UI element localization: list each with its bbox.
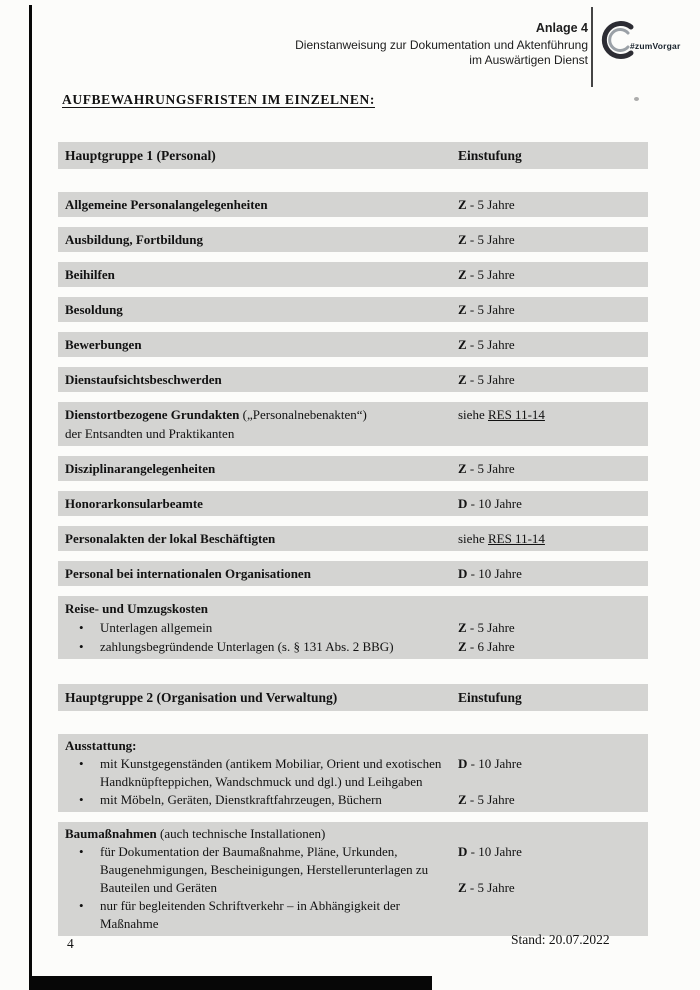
row-value-line — [458, 618, 648, 637]
row-title-bold: Baumaßnahmen — [65, 826, 157, 841]
crescent-logo-icon — [599, 20, 639, 60]
row-value — [458, 494, 648, 513]
value-rest: - 5 Jahre — [466, 880, 515, 895]
row-value — [458, 335, 648, 354]
row-title — [58, 825, 458, 933]
scan-speck — [634, 97, 639, 101]
row-value — [458, 405, 648, 443]
table-row — [58, 822, 648, 936]
row-title-bold: Reise- und Umzugskosten — [65, 601, 209, 616]
annex-label: Anlage 4 — [535, 21, 588, 35]
table-group-title: Hauptgruppe 1 (Personal) — [65, 148, 216, 163]
list-item — [65, 637, 458, 656]
scan-edge-right — [591, 7, 593, 87]
table-row — [58, 456, 648, 481]
table-group-title: Hauptgruppe 2 (Organisation und Verwaltung) — [65, 690, 338, 705]
row-value — [458, 265, 648, 284]
row-title — [58, 737, 458, 809]
list-item — [65, 755, 458, 791]
row-title: Dienstaufsichtsbeschwerden — [65, 372, 222, 387]
value-key: Z — [458, 880, 467, 895]
row-title: Honorarkonsularbeamte — [65, 496, 203, 511]
value-rest: - 10 Jahre — [467, 756, 522, 771]
bullet-text: für Dokumentation der Baumaßnahme, Pläne, Urkunden, Baugenehmigungen, Bescheinigungen, Herstellerunterlagen zu Bauteilen und Geräten — [100, 844, 429, 895]
table-row — [58, 227, 648, 252]
doc-subtitle-line1: Dienstanweisung zur Dokumentation und Aktenführung — [295, 38, 588, 52]
value-key: Z — [458, 337, 467, 352]
row-value — [458, 737, 648, 809]
row-title-normal: (auch technische Installationen) — [156, 826, 326, 841]
row-title: Personalakten der lokal Beschäftigten — [65, 531, 276, 546]
list-item — [65, 897, 458, 933]
doc-subtitle-line2: im Auswärtigen Dienst — [469, 53, 588, 67]
table-row — [58, 526, 648, 551]
bullet-text: mit Möbeln, Geräten, Dienstkraftfahrzeugen, Büchern — [100, 792, 382, 807]
value-reference: RES 11-14 — [487, 531, 545, 546]
value-key: Z — [458, 620, 467, 635]
row-value — [458, 564, 648, 583]
value-rest: - 5 Jahre — [466, 197, 515, 212]
table-row — [58, 561, 648, 586]
value-pre: siehe — [458, 407, 488, 422]
row-value — [458, 195, 648, 214]
list-item — [65, 791, 458, 809]
bullet-text: zahlungsbegründende Unterlagen (s. § 131 Abs. 2 BBG) — [100, 639, 394, 654]
row-value — [458, 459, 648, 478]
table-row — [58, 596, 648, 659]
bullet-icon: • — [79, 620, 84, 635]
row-value — [458, 529, 648, 548]
value-key: Z — [458, 639, 467, 654]
row-title: Disziplinarangelegenheiten — [65, 461, 216, 476]
table-row — [58, 491, 648, 516]
bullet-icon: • — [79, 898, 84, 913]
list-item — [65, 618, 458, 637]
value-key: Z — [458, 197, 467, 212]
value-key: D — [458, 566, 468, 581]
row-value-line — [458, 843, 648, 861]
value-key: Z — [458, 302, 467, 317]
table-hauptgruppe-2 — [58, 684, 648, 946]
table-row — [58, 297, 648, 322]
document-header — [100, 21, 588, 68]
row-value-line — [458, 879, 648, 897]
row-value-line — [458, 791, 648, 809]
row-value — [458, 300, 648, 319]
page-number: 4 — [67, 936, 74, 951]
value-key: Z — [458, 372, 467, 387]
page-title: AUFBEWAHRUNGSFRISTEN IM EINZELNEN: — [62, 92, 375, 107]
value-key: Z — [458, 461, 467, 476]
row-value-line — [458, 755, 648, 773]
row-title-normal: („Personalnebenakten“) — [239, 407, 367, 422]
value-reference: RES 11-14 — [487, 407, 545, 422]
value-rest: - 10 Jahre — [467, 566, 522, 581]
value-key: D — [458, 756, 468, 771]
row-title: Bewerbungen — [65, 337, 142, 352]
bullet-text: nur für begleitenden Schriftverkehr – in Abhängigkeit der Maßnahme — [100, 898, 400, 931]
value-key: Z — [458, 232, 467, 247]
value-pre: siehe — [458, 531, 488, 546]
bullet-icon: • — [79, 756, 84, 771]
table-row — [58, 332, 648, 357]
scan-edge-bottom — [29, 976, 432, 990]
bullet-icon: • — [79, 792, 84, 807]
table-classification-header: Einstufung — [458, 148, 522, 163]
row-title: Besoldung — [65, 302, 123, 317]
row-title-bold: Ausstattung: — [65, 738, 137, 753]
value-rest: - 5 Jahre — [466, 267, 515, 282]
value-key: Z — [458, 267, 467, 282]
value-key: D — [458, 844, 468, 859]
value-rest: - 6 Jahre — [466, 639, 515, 654]
table-row — [58, 192, 648, 217]
value-rest: - 5 Jahre — [466, 337, 515, 352]
table-row — [58, 402, 648, 446]
value-rest: - 5 Jahre — [466, 792, 515, 807]
row-value — [458, 230, 648, 249]
logo-hashtag-text: #zumVorgar — [630, 41, 681, 51]
bullet-text: Unterlagen allgemein — [100, 620, 213, 635]
row-title — [58, 599, 458, 656]
row-value — [458, 370, 648, 389]
bullet-icon: • — [79, 844, 84, 859]
row-title-line2: der Entsandten und Praktikanten — [65, 426, 235, 441]
list-item — [65, 843, 458, 897]
value-rest: - 10 Jahre — [467, 844, 522, 859]
value-rest: - 10 Jahre — [467, 496, 522, 511]
row-value-line — [458, 637, 648, 656]
table-header-row — [58, 684, 648, 711]
row-title-bold: Dienstortbezogene Grundakten — [65, 407, 240, 422]
row-value — [458, 599, 648, 656]
value-rest: - 5 Jahre — [466, 302, 515, 317]
row-title: Allgemeine Personalangelegenheiten — [65, 197, 268, 212]
document-date: Stand: 20.07.2022 — [511, 932, 610, 947]
bullet-text: mit Kunstgegenständen (antikem Mobiliar, Orient und exotischen Handknüpfteppichen, Wandschmuck und dgl.) und Leihgaben — [100, 756, 442, 789]
value-rest: - 5 Jahre — [466, 232, 515, 247]
value-key: D — [458, 496, 468, 511]
value-rest: - 5 Jahre — [466, 620, 515, 635]
bullet-icon: • — [79, 639, 84, 654]
table-row — [58, 367, 648, 392]
table-classification-header: Einstufung — [458, 690, 522, 705]
value-key: Z — [458, 792, 467, 807]
table-row — [58, 262, 648, 287]
row-title — [58, 405, 458, 443]
table-hauptgruppe-1 — [58, 142, 648, 669]
scan-edge-left — [29, 5, 32, 984]
value-rest: - 5 Jahre — [466, 372, 515, 387]
table-row — [58, 734, 648, 812]
value-rest: - 5 Jahre — [466, 461, 515, 476]
row-value — [458, 825, 648, 933]
table-header-row — [58, 142, 648, 169]
row-title: Ausbildung, Fortbildung — [65, 232, 204, 247]
row-title: Personal bei internationalen Organisationen — [65, 566, 311, 581]
row-title: Beihilfen — [65, 267, 115, 282]
